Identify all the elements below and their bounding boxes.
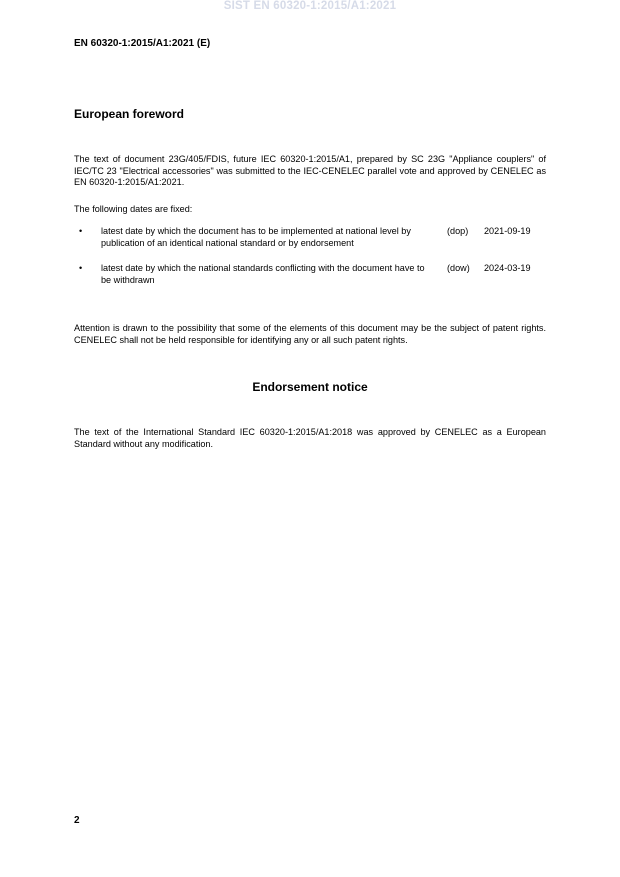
foreword-intro-paragraph: The text of document 23G/405/FDIS, future IEC 60320-1:2015/A1, prepared by SC 23G "Appliance couplers" of IEC/TC 23 "Electrical accessories" was submitted to the IEC-CENELEC parallel vote and approved by CENELEC as EN 60320-1:2015/A1:2021. — [74, 154, 546, 187]
endorsement-notice-heading: Endorsement notice — [252, 380, 368, 394]
endorsement-paragraph: The text of the International Standard IEC 60320-1:2015/A1:2018 was approved by CENELEC as a European Standard without any modification. — [74, 427, 546, 449]
patent-rights-paragraph: Attention is drawn to the possibility that some of the elements of this document may be the subject of patent rights. CENELEC shall not be held responsible for identifying any or all such patent rights. — [74, 323, 546, 345]
dates-intro-paragraph: The following dates are fixed: — [74, 204, 193, 214]
date-description: latest date by which the document has to be implemented at national level by publication of an identical national standard or by endorsement — [101, 226, 411, 248]
watermark: SIST EN 60320-1:2015/A1:2021 — [223, 0, 397, 12]
bullet-icon: • — [79, 226, 83, 236]
date-abbreviation: (dop) — [447, 226, 469, 236]
document-header: EN 60320-1:2015/A1:2021 (E) — [74, 38, 211, 49]
date-abbreviation: (dow) — [447, 263, 470, 273]
bullet-icon: • — [79, 263, 83, 273]
date-value: 2024-03-19 — [484, 263, 531, 273]
date-description: latest date by which the national standards conflicting with the document have to be withdrawn — [101, 263, 425, 285]
date-value: 2021-09-19 — [484, 226, 531, 236]
european-foreword-heading: European foreword — [74, 107, 185, 121]
page-number: 2 — [74, 815, 80, 826]
